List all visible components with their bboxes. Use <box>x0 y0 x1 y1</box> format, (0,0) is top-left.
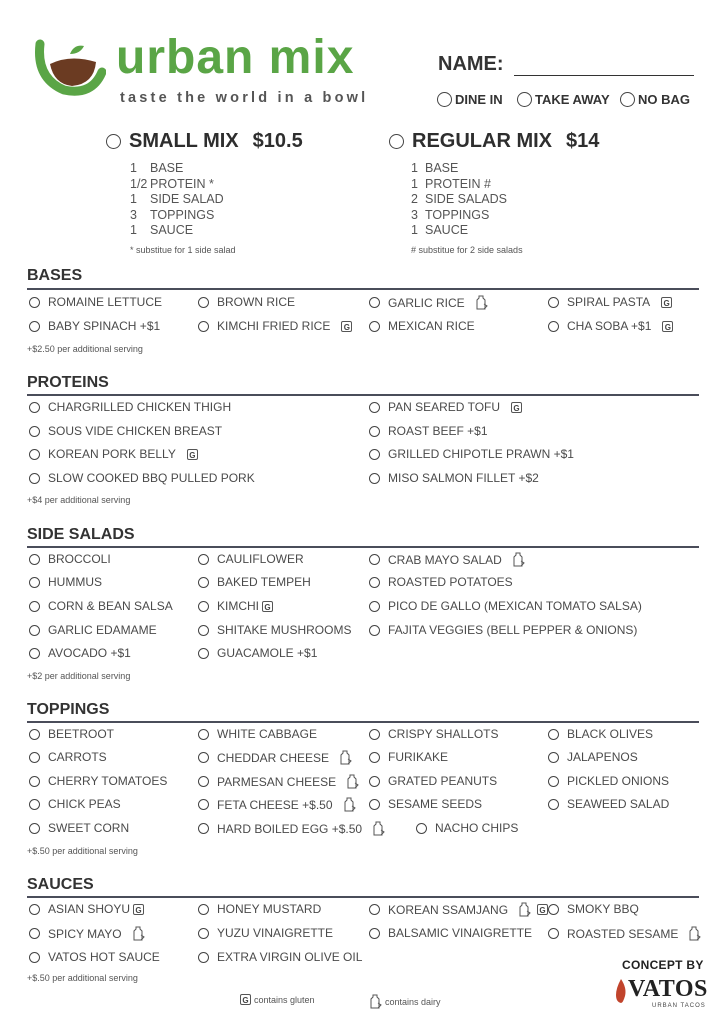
concept-by-label: CONCEPT BY <box>622 958 704 972</box>
brand-tagline: taste the world in a bowl <box>120 90 369 106</box>
small-mix-note: * substitue for 1 side salad <box>130 245 236 255</box>
option-item[interactable]: GARLIC EDAMAME <box>29 623 157 637</box>
option-item[interactable]: SPIRAL PASTA G <box>548 295 672 309</box>
radio-icon[interactable] <box>548 752 559 763</box>
option-item[interactable]: SWEET CORN <box>29 821 129 835</box>
radio-icon[interactable] <box>369 625 380 636</box>
additional-serving-note: +$.50 per additional serving <box>27 846 138 856</box>
radio-icon[interactable] <box>369 297 380 308</box>
radio-icon[interactable] <box>198 776 209 787</box>
option-item[interactable]: PICO DE GALLO (MEXICAN TOMATO SALSA) <box>369 599 642 613</box>
option-item[interactable]: BALSAMIC VINAIGRETTE <box>369 926 532 940</box>
radio-icon[interactable] <box>198 823 209 834</box>
option-item[interactable]: KOREAN PORK BELLY G <box>29 447 198 461</box>
regular-mix-note: # substitue for 2 side salads <box>411 245 523 255</box>
radio-icon[interactable] <box>620 92 635 107</box>
dairy-icon <box>476 295 488 310</box>
option-item[interactable]: FETA CHEESE +$.50 <box>198 797 356 812</box>
dairy-icon <box>133 926 145 941</box>
option-item[interactable]: CHARGRILLED CHICKEN THIGH <box>29 400 231 414</box>
option-item[interactable]: BABY SPINACH +$1 <box>29 319 160 333</box>
option-item[interactable]: KOREAN SSAMJANG G <box>369 902 548 917</box>
radio-icon[interactable] <box>369 426 380 437</box>
radio-icon[interactable] <box>29 648 40 659</box>
radio-icon[interactable] <box>517 92 532 107</box>
radio-icon[interactable] <box>29 449 40 460</box>
radio-icon[interactable] <box>29 776 40 787</box>
option-item[interactable]: CARROTS <box>29 750 107 764</box>
dine-in-option[interactable]: DINE IN <box>437 92 503 107</box>
option-item[interactable]: SHITAKE MUSHROOMS <box>198 623 351 637</box>
radio-icon[interactable] <box>369 601 380 612</box>
radio-icon[interactable] <box>29 823 40 834</box>
small-mix-option[interactable]: SMALL MIX $10.5 <box>106 130 303 153</box>
option-item[interactable]: CRISPY SHALLOTS <box>369 727 498 741</box>
radio-icon[interactable] <box>548 729 559 740</box>
section-title-sauces: SAUCES <box>27 876 94 893</box>
option-item[interactable]: CAULIFLOWER <box>198 552 304 566</box>
dairy-icon <box>344 797 356 812</box>
section-title-toppings: TOPPINGS <box>27 701 110 718</box>
radio-icon[interactable] <box>369 473 380 484</box>
radio-icon[interactable] <box>369 449 380 460</box>
dairy-icon <box>340 750 352 765</box>
regular-mix-option[interactable]: REGULAR MIX $14 <box>389 130 599 153</box>
radio-icon[interactable] <box>198 601 209 612</box>
radio-icon[interactable] <box>29 321 40 332</box>
option-item[interactable]: CHA SOBA +$1 G <box>548 319 673 333</box>
gluten-legend: G contains gluten <box>240 994 315 1005</box>
option-item[interactable]: CHEDDAR CHEESE <box>198 750 352 765</box>
radio-icon[interactable] <box>198 554 209 565</box>
radio-icon[interactable] <box>389 134 404 149</box>
radio-icon[interactable] <box>198 577 209 588</box>
option-item[interactable]: CHERRY TOMATOES <box>29 774 167 788</box>
radio-icon[interactable] <box>106 134 121 149</box>
option-item[interactable]: CORN & BEAN SALSA <box>29 599 173 613</box>
dairy-icon <box>689 926 701 941</box>
option-item[interactable]: MISO SALMON FILLET +$2 <box>369 471 539 485</box>
radio-icon[interactable] <box>29 402 40 413</box>
radio-icon[interactable] <box>198 952 209 963</box>
additional-serving-note: +$2 per additional serving <box>27 671 131 681</box>
small-mix-contents: 1 BASE 1/2 PROTEIN * 1 SIDE SALAD 3 TOPPINGS 1 SAUCE <box>130 161 224 238</box>
flame-icon <box>614 978 628 1004</box>
option-item[interactable]: VATOS HOT SAUCE <box>29 950 160 964</box>
radio-icon[interactable] <box>437 92 452 107</box>
option-item[interactable]: NACHO CHIPS <box>416 821 518 835</box>
radio-icon[interactable] <box>369 402 380 413</box>
section-title-bases: BASES <box>27 267 83 284</box>
option-item[interactable]: FAJITA VEGGIES (BELL PEPPER & ONIONS) <box>369 623 637 637</box>
option-item[interactable]: HONEY MUSTARD <box>198 902 321 916</box>
option-item[interactable]: AVOCADO +$1 <box>29 646 131 660</box>
option-item[interactable]: BROWN RICE <box>198 295 295 309</box>
option-item[interactable]: BEETROOT <box>29 727 114 741</box>
radio-icon[interactable] <box>29 577 40 588</box>
brand-name: urban mix <box>116 31 355 84</box>
radio-icon[interactable] <box>198 297 209 308</box>
option-item[interactable]: HUMMUS <box>29 575 102 589</box>
radio-icon[interactable] <box>29 729 40 740</box>
radio-icon[interactable] <box>369 776 380 787</box>
option-item[interactable]: JALAPENOS <box>548 750 638 764</box>
radio-icon[interactable] <box>548 928 559 939</box>
dairy-legend: contains dairy <box>370 994 441 1009</box>
option-item[interactable]: EXTRA VIRGIN OLIVE OIL <box>198 950 362 964</box>
option-item[interactable]: ROASTED SESAME <box>548 926 701 941</box>
dairy-icon <box>370 994 382 1009</box>
section-title-proteins: PROTEINS <box>27 374 109 391</box>
radio-icon[interactable] <box>198 321 209 332</box>
name-field[interactable] <box>514 75 694 76</box>
radio-icon[interactable] <box>369 554 380 565</box>
no-bag-option[interactable]: NO BAG <box>620 92 690 107</box>
option-item[interactable]: SESAME SEEDS <box>369 797 482 811</box>
section-divider <box>27 394 699 396</box>
option-item[interactable]: ASIAN SHOYU G <box>29 902 144 916</box>
radio-icon[interactable] <box>416 823 427 834</box>
option-item[interactable]: HARD BOILED EGG +$.50 <box>198 821 385 836</box>
vatos-subtitle: URBAN TACOS <box>652 1003 706 1009</box>
additional-serving-note: +$2.50 per additional serving <box>27 344 143 354</box>
option-item[interactable]: ROAST BEEF +$1 <box>369 424 488 438</box>
radio-icon[interactable] <box>29 952 40 963</box>
radio-icon[interactable] <box>548 776 559 787</box>
option-item[interactable]: CHICK PEAS <box>29 797 121 811</box>
gluten-icon: G <box>661 297 672 308</box>
option-item[interactable]: WHITE CABBAGE <box>198 727 317 741</box>
radio-icon[interactable] <box>29 554 40 565</box>
radio-icon[interactable] <box>548 904 559 915</box>
vatos-logo: VATOS <box>628 976 708 1002</box>
option-item[interactable]: FURIKAKE <box>369 750 448 764</box>
gluten-icon: G <box>511 402 522 413</box>
radio-icon[interactable] <box>548 321 559 332</box>
radio-icon[interactable] <box>198 799 209 810</box>
option-item[interactable]: KIMCHI FRIED RICE G <box>198 319 352 333</box>
section-divider <box>27 288 699 290</box>
option-item[interactable]: PARMESAN CHEESE <box>198 774 359 789</box>
section-divider <box>27 721 699 723</box>
option-item[interactable]: GRILLED CHIPOTLE PRAWN +$1 <box>369 447 574 461</box>
option-item[interactable]: SEAWEED SALAD <box>548 797 669 811</box>
option-item[interactable]: ROASTED POTATOES <box>369 575 513 589</box>
radio-icon[interactable] <box>198 752 209 763</box>
radio-icon[interactable] <box>29 752 40 763</box>
radio-icon[interactable] <box>548 799 559 810</box>
section-title-side-salads: SIDE SALADS <box>27 526 135 543</box>
radio-icon[interactable] <box>369 729 380 740</box>
additional-serving-note: +$.50 per additional serving <box>27 973 138 983</box>
radio-icon[interactable] <box>369 577 380 588</box>
radio-icon[interactable] <box>198 928 209 939</box>
radio-icon[interactable] <box>198 625 209 636</box>
option-item[interactable]: PAN SEARED TOFU G <box>369 400 522 414</box>
radio-icon[interactable] <box>29 297 40 308</box>
gluten-icon: G <box>133 904 144 915</box>
dairy-icon <box>519 902 531 917</box>
regular-mix-contents: 1 BASE 1 PROTEIN # 2 SIDE SALADS 3 TOPPINGS 1 SAUCE <box>411 161 507 238</box>
option-item[interactable]: GUACAMOLE +$1 <box>198 646 317 660</box>
option-item[interactable]: YUZU VINAIGRETTE <box>198 926 333 940</box>
name-label: NAME: <box>438 53 504 75</box>
section-divider <box>27 896 699 898</box>
radio-icon[interactable] <box>29 426 40 437</box>
option-item[interactable]: BAKED TEMPEH <box>198 575 311 589</box>
radio-icon[interactable] <box>369 904 380 915</box>
radio-icon[interactable] <box>198 904 209 915</box>
radio-icon[interactable] <box>29 799 40 810</box>
radio-icon[interactable] <box>369 799 380 810</box>
gluten-icon: G <box>240 994 251 1005</box>
radio-icon[interactable] <box>29 625 40 636</box>
gluten-icon: G <box>187 449 198 460</box>
radio-icon[interactable] <box>369 752 380 763</box>
additional-serving-note: +$4 per additional serving <box>27 495 131 505</box>
option-item[interactable]: SMOKY BBQ <box>548 902 639 916</box>
gluten-icon: G <box>662 321 673 332</box>
radio-icon[interactable] <box>29 601 40 612</box>
bowl-logo-icon <box>34 38 106 98</box>
radio-icon[interactable] <box>369 321 380 332</box>
gluten-icon: G <box>341 321 352 332</box>
radio-icon[interactable] <box>198 648 209 659</box>
radio-icon[interactable] <box>29 928 40 939</box>
option-item[interactable]: ROMAINE LETTUCE <box>29 295 162 309</box>
option-item[interactable]: SPICY MAYO <box>29 926 145 941</box>
option-item[interactable]: GARLIC RICE <box>369 295 488 310</box>
dairy-icon <box>513 552 525 567</box>
take-away-option[interactable]: TAKE AWAY <box>517 92 610 107</box>
radio-icon[interactable] <box>29 473 40 484</box>
radio-icon[interactable] <box>369 928 380 939</box>
radio-icon[interactable] <box>29 904 40 915</box>
option-item[interactable]: PICKLED ONIONS <box>548 774 669 788</box>
radio-icon[interactable] <box>548 297 559 308</box>
option-item[interactable]: MEXICAN RICE <box>369 319 475 333</box>
section-divider <box>27 546 699 548</box>
gluten-icon: G <box>537 904 548 915</box>
option-item[interactable]: BROCCOLI <box>29 552 111 566</box>
radio-icon[interactable] <box>198 729 209 740</box>
option-item[interactable]: GRATED PEANUTS <box>369 774 497 788</box>
option-item[interactable]: SOUS VIDE CHICKEN BREAST <box>29 424 222 438</box>
option-item[interactable]: SLOW COOKED BBQ PULLED PORK <box>29 471 255 485</box>
dairy-icon <box>373 821 385 836</box>
option-item[interactable]: KIMCHI G <box>198 599 273 613</box>
dairy-icon <box>347 774 359 789</box>
option-item[interactable]: CRAB MAYO SALAD <box>369 552 525 567</box>
gluten-icon: G <box>262 601 273 612</box>
option-item[interactable]: BLACK OLIVES <box>548 727 653 741</box>
